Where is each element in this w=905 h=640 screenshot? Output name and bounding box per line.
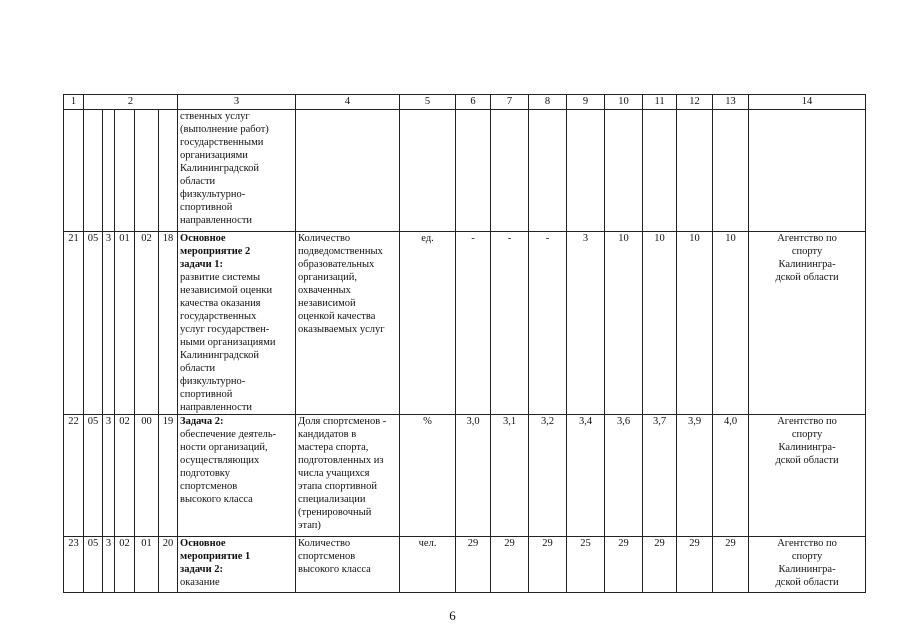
description-line: подготовку (180, 468, 230, 479)
value-cell: 29 (529, 537, 567, 593)
code-cell: 3 (103, 415, 115, 537)
unit-cell: чел. (400, 537, 456, 593)
value-cell: - (529, 232, 567, 415)
table-row (64, 537, 866, 593)
header-cell: 6 (456, 95, 491, 110)
indicator-line: числа учащихся (298, 468, 370, 479)
page-number: 6 (449, 608, 456, 623)
value-cell: 3,4 (567, 415, 605, 537)
agency-cell (749, 232, 866, 415)
activity-title-line: задачи 2: (180, 564, 224, 575)
description-line: государственными (180, 137, 264, 148)
indicator-line: независимой (298, 298, 356, 309)
value-cell: 29 (677, 537, 713, 593)
indicator-line: (тренировочный (298, 507, 372, 518)
code-cell: 02 (115, 537, 135, 593)
table-row (64, 232, 866, 415)
header-cell: 14 (749, 95, 866, 110)
code-cell: 01 (135, 537, 159, 593)
description-line: (выполнение работ) (180, 124, 269, 135)
indicator-line: подведомственных (298, 246, 383, 257)
value-cell: 4,0 (713, 415, 749, 537)
indicator-line: охваченных (298, 285, 351, 296)
indicator-line: оказываемых услуг (298, 324, 385, 335)
activity-title-line: Основное (180, 538, 226, 549)
description-line: высокого класса (180, 494, 253, 505)
value-cell: 29 (456, 537, 491, 593)
value-cell: 3,0 (456, 415, 491, 537)
unit-cell: % (400, 415, 456, 537)
activity-title-line: задачи 1: (180, 259, 224, 270)
code-cell: 02 (135, 232, 159, 415)
agency-cell (749, 415, 866, 537)
header-cell: 8 (529, 95, 567, 110)
indicator-line: этапа спортивной (298, 481, 377, 492)
indicator-line: Количество (298, 233, 351, 244)
description-line: услуг государствен- (180, 324, 270, 335)
description-line: направленности (180, 402, 253, 413)
indicator-cell (296, 232, 400, 415)
value-cell: 3,9 (677, 415, 713, 537)
indicator-line: кандидатов в (298, 429, 357, 440)
description-line: физкультурно- (180, 189, 246, 200)
description-line: области (180, 176, 216, 187)
activity-description (178, 415, 296, 537)
code-cell: 02 (115, 415, 135, 537)
description-line: развитие системы (180, 272, 261, 283)
indicator-line: подготовленных из (298, 455, 384, 466)
code-cell: 05 (84, 232, 103, 415)
indicator-line: спортсменов (298, 551, 356, 562)
code-cell: 18 (159, 232, 178, 415)
header-cell: 11 (643, 95, 677, 110)
agency-line: Агентство по (777, 416, 837, 427)
code-cell: 05 (84, 415, 103, 537)
description-line: обеспечение деятель- (180, 429, 277, 440)
description-line: ности организаций, (180, 442, 268, 453)
table-row (64, 415, 866, 537)
row-number: 22 (64, 415, 84, 537)
description-line: Калининградской (180, 163, 260, 174)
value-cell: 3,6 (605, 415, 643, 537)
description-line: независимой оценки (180, 285, 273, 296)
value-cell: 29 (491, 537, 529, 593)
agency-line: дской области (775, 577, 839, 588)
indicator-line: оценкой качества (298, 311, 376, 322)
code-cell: 01 (115, 232, 135, 415)
value-cell: 10 (677, 232, 713, 415)
description-line: качества оказания (180, 298, 261, 309)
value-cell: 29 (605, 537, 643, 593)
unit-cell: ед. (400, 232, 456, 415)
value-cell: 10 (605, 232, 643, 415)
description-line: направленности (180, 215, 253, 226)
agency-line: Агентство по (777, 538, 837, 549)
description-line: организациями (180, 150, 248, 161)
code-cell: 19 (159, 415, 178, 537)
description-line: ственных услуг (180, 111, 250, 122)
value-cell: 3,7 (643, 415, 677, 537)
agency-line: спорту (791, 246, 823, 257)
indicator-cell (296, 537, 400, 593)
program-table (63, 94, 866, 593)
description-line: спортсменов (180, 481, 238, 492)
header-cell: 1 (64, 95, 84, 110)
header-cell: 3 (178, 95, 296, 110)
indicator-line: мастера спорта, (298, 442, 369, 453)
indicator-line: этап) (298, 520, 321, 531)
description-line: оказание (180, 577, 220, 588)
description-line: Калининградской (180, 350, 260, 361)
activity-description (178, 537, 296, 593)
continuation-description (178, 110, 296, 232)
code-cell: 05 (84, 537, 103, 593)
code-cell: 3 (103, 537, 115, 593)
activity-description (178, 232, 296, 415)
value-cell: 10 (643, 232, 677, 415)
value-cell: - (456, 232, 491, 415)
code-cell: 3 (103, 232, 115, 415)
activity-title-line: Основное (180, 233, 226, 244)
description-line: области (180, 363, 216, 374)
agency-line: спорту (791, 551, 823, 562)
activity-title-line: мероприятие 2 (180, 246, 251, 257)
value-cell: 3 (567, 232, 605, 415)
value-cell: - (491, 232, 529, 415)
value-cell: 3,1 (491, 415, 529, 537)
header-cell: 5 (400, 95, 456, 110)
description-line: ными организациями (180, 337, 276, 348)
description-line: спортивной (180, 202, 233, 213)
header-cell: 10 (605, 95, 643, 110)
row-number: 21 (64, 232, 84, 415)
description-line: физкультурно- (180, 376, 246, 387)
indicator-line: специализации (298, 494, 366, 505)
row-number: 23 (64, 537, 84, 593)
code-cell: 00 (135, 415, 159, 537)
value-cell: 29 (713, 537, 749, 593)
agency-line: Агентство по (777, 233, 837, 244)
value-cell: 3,2 (529, 415, 567, 537)
agency-line: спорту (791, 429, 823, 440)
indicator-line: организаций, (298, 272, 358, 283)
value-cell: 29 (643, 537, 677, 593)
header-cell: 12 (677, 95, 713, 110)
agency-cell (749, 537, 866, 593)
indicator-line: высокого класса (298, 564, 371, 575)
indicator-line: Доля спортсменов - (298, 416, 387, 427)
description-line: осуществляющих (180, 455, 260, 466)
activity-title-line: мероприятие 1 (180, 551, 251, 562)
value-cell: 25 (567, 537, 605, 593)
agency-line: дской области (775, 455, 839, 466)
value-cell: 10 (713, 232, 749, 415)
agency-line: дской области (775, 272, 839, 283)
code-cell: 20 (159, 537, 178, 593)
agency-line: Калинингра- (778, 259, 836, 270)
indicator-line: Количество (298, 538, 351, 549)
agency-line: Калинингра- (778, 442, 836, 453)
header-row (64, 95, 866, 110)
header-cell: 13 (713, 95, 749, 110)
header-cell: 9 (567, 95, 605, 110)
description-line: государственных (180, 311, 257, 322)
header-cell: 7 (491, 95, 529, 110)
indicator-line: образовательных (298, 259, 375, 270)
continuation-row (64, 110, 866, 232)
indicator-cell (296, 415, 400, 537)
header-cell: 4 (296, 95, 400, 110)
header-cell: 2 (84, 95, 178, 110)
agency-line: Калинингра- (778, 564, 836, 575)
description-line: спортивной (180, 389, 233, 400)
activity-title-line: Задача 2: (180, 416, 224, 427)
